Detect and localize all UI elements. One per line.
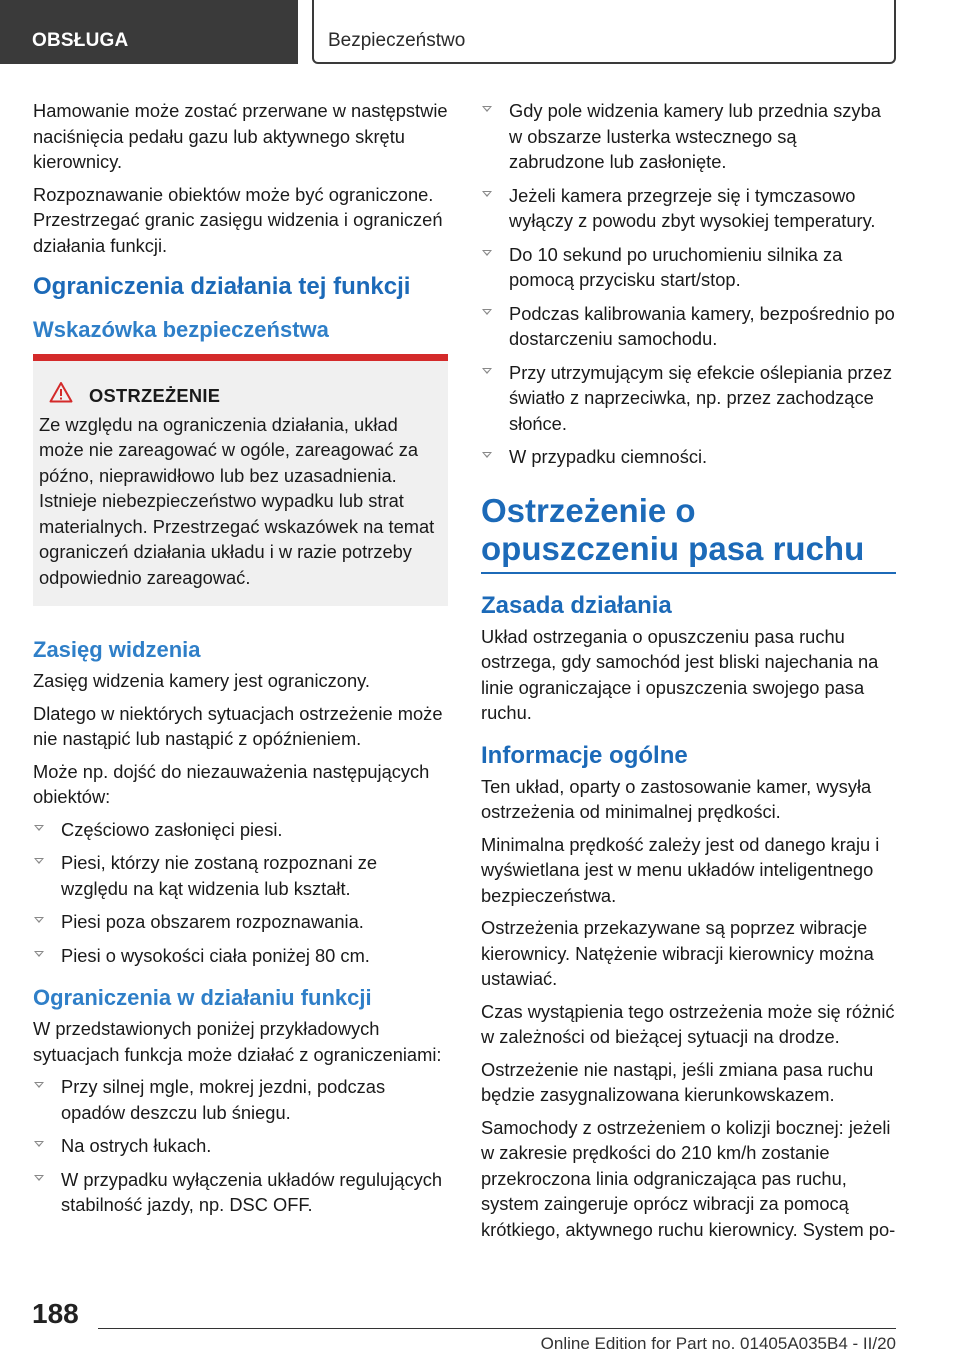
section-title: OBSŁUGA (32, 30, 129, 51)
left-column (33, 98, 448, 1226)
footer-edition: Online Edition for Part no. 01405A035B4 - II/20 (540, 1334, 896, 1353)
list-item: Do 10 sekund po uruchomieniu silnika za pomocą przycisku start/stop. (481, 242, 896, 293)
paragraph: Samochody z ostrzeżeniem o kolizji bocznej: jeżeli w zakresie prędkości do 210 km/h zostanie przekroczona linia odgraniczająca pas ruchu, system zaingeruje oprócz wibracji za pomocą krótkiego, aktywnego ruchu kierownicy. System po- (481, 1116, 896, 1240)
triangle-bullet-icon (34, 858, 44, 864)
function-list (33, 1074, 448, 1218)
topic-tab (312, 0, 896, 64)
paragraph: Ostrzeżenie nie nastąpi, jeśli zmiana pasa ruchu będzie zasygnalizowana kierunkowskazem. (481, 1058, 874, 1105)
warning-text: Ze względu na ograniczenia działania, układ może nie zareagować w ogóle, zareagować za późno, nieprawidłowo lub bez uzasadnienia. Istnieje niebezpieczeństwo wypadku lub strat materialnych. Przestrzegać wskazówek na temat ograniczeń działania układu i w razie potrzeby odpowiednio zareagować. (39, 413, 435, 588)
list-item: Gdy pole widzenia kamery lub przednia szyba w obszarze lusterka wstecznego są zabrudzone lub zasłonięte. (481, 98, 896, 175)
heading-safety: Wskazówka bezpieczeństwa (33, 317, 329, 342)
heading-lane-warning: Ostrzeżenie o opuszczeniu pasa ruchu (481, 491, 865, 567)
section-heading-wrap (481, 492, 896, 574)
paragraph: Ostrzeżenia przekazywane są poprzez wibracje kierownicy. Natężenie wibracji kierownicy można ustawiać. (481, 917, 874, 989)
triangle-bullet-icon (482, 250, 492, 256)
paragraph: W przedstawionych poniżej przykładowych sytuacjach funkcja może działać z ograniczeniami: (33, 1018, 442, 1065)
triangle-bullet-icon (34, 1141, 44, 1147)
section-tab (0, 0, 298, 64)
page-number: 188 (32, 1298, 79, 1329)
warning-triangle-icon (49, 381, 77, 410)
paragraph: Dlatego w niektórych sytuacjach ostrzeżenie może nie nastąpić lub nastąpić z opóźnieniem. (33, 702, 443, 749)
topic-title: Bezpieczeństwo (328, 30, 466, 51)
warning-title: OSTRZEŻENIE (89, 384, 221, 406)
triangle-bullet-icon (34, 825, 44, 831)
warning-box (33, 354, 448, 606)
heading-limits: Ograniczenia działania tej funkcji (33, 273, 411, 300)
list-item: Na ostrych łukach. (33, 1133, 448, 1159)
list-item: Piesi, którzy nie zostaną rozpoznani ze względu na kąt widzenia lub kształt. (33, 850, 448, 901)
list-item: Jeżeli kamera przegrzeje się i tymczasowo wyłączy z powodu zbyt wysokiej temperatury. (481, 183, 896, 234)
list-item: W przypadku ciemności. (481, 444, 896, 470)
triangle-bullet-icon (34, 1082, 44, 1088)
conditions-list (481, 98, 896, 470)
warning-title-row (39, 381, 440, 410)
list-item: Przy silnej mgle, mokrej jezdni, podczas opadów deszczu lub śniegu. (33, 1074, 448, 1125)
triangle-bullet-icon (482, 368, 492, 374)
list-item: W przypadku wyłączenia układów regulujących stabilność jazdy, np. DSC OFF. (33, 1167, 448, 1218)
paragraph: Czas wystąpienia tego ostrzeżenia może się różnić w zależności od bieżącej sytuacji na drodze. (481, 1000, 895, 1047)
heading-range: Zasięg widzenia (33, 637, 201, 662)
heading-general: Informacje ogólne (481, 741, 688, 769)
triangle-bullet-icon (482, 452, 492, 458)
footer-divider (98, 1328, 896, 1329)
triangle-bullet-icon (482, 106, 492, 112)
range-list (33, 817, 448, 969)
list-item: Podczas kalibrowania kamery, bezpośrednio po dostarczeniu samochodu. (481, 301, 896, 352)
right-column (481, 98, 896, 1249)
heading-principle: Zasada działania (481, 591, 672, 619)
triangle-bullet-icon (482, 309, 492, 315)
heading-function-limits: Ograniczenia w działaniu funkcji (33, 985, 372, 1010)
triangle-bullet-icon (34, 1175, 44, 1181)
paragraph: Może np. dojść do niezauważenia następujących obiektów: (33, 760, 430, 807)
list-item: Przy utrzymującym się efekcie oślepiania przez światło z naprzeciwka, np. przez zachodzące słońce. (481, 360, 896, 437)
paragraph: Rozpoznawanie obiektów może być ograniczone. Przestrzegać granic zasięgu widzenia i ograniczeń działania funkcji. (33, 183, 443, 256)
list-item: Częściowo zasłonięci piesi. (33, 817, 448, 843)
paragraph: Układ ostrzegania o opuszczeniu pasa ruchu ostrzega, gdy samochód jest bliski najechania na linie ograniczające i opuszczenia swojego pasa ruchu. (481, 625, 879, 723)
paragraph: Ten układ, oparty o zastosowanie kamer, wysyła ostrzeżenia od minimalnej prędkości. (481, 775, 872, 822)
paragraph: Minimalna prędkość zależy jest od danego kraju i wyświetlana jest w menu układów inteligentnego bezpieczeństwa. (481, 833, 880, 906)
paragraph: Zasięg widzenia kamery jest ograniczony. (33, 670, 370, 691)
triangle-bullet-icon (482, 191, 492, 197)
triangle-bullet-icon (34, 917, 44, 923)
list-item: Piesi poza obszarem rozpoznawania. (33, 909, 448, 935)
triangle-bullet-icon (34, 951, 44, 957)
paragraph: Hamowanie może zostać przerwane w następstwie naciśnięcia pedału gazu lub aktywnego skrętu kierownicy. (33, 100, 448, 172)
list-item: Piesi o wysokości ciała poniżej 80 cm. (33, 943, 448, 969)
